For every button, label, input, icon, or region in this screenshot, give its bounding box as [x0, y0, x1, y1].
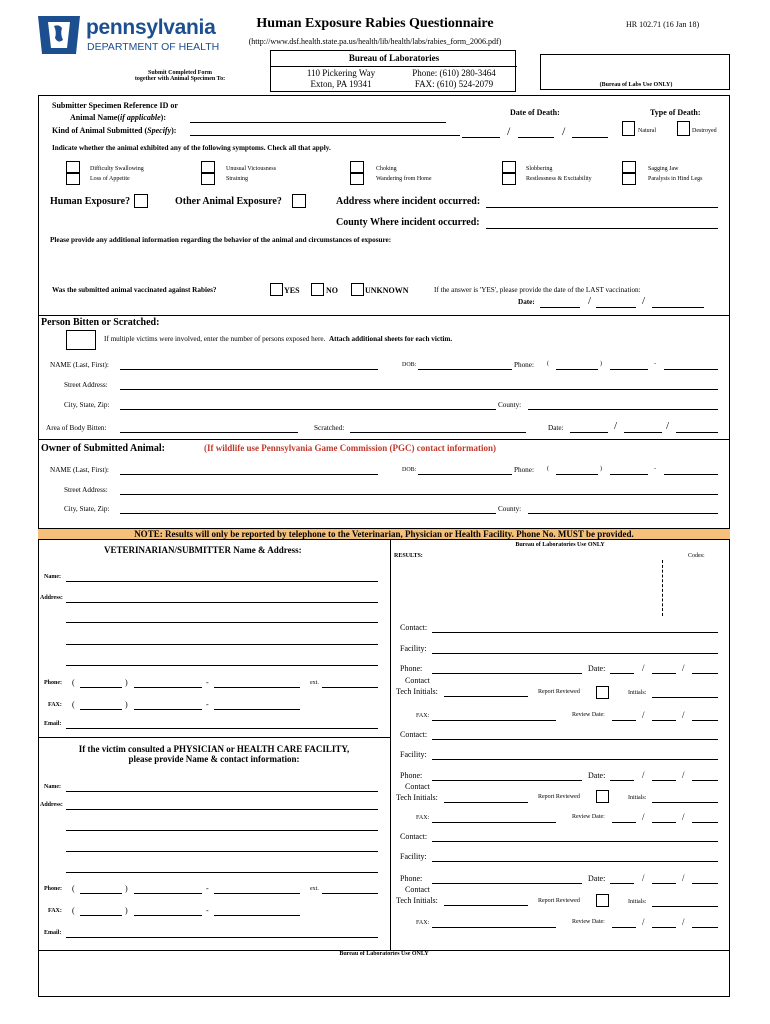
- animal-name-label: [70, 113, 166, 122]
- date-of-death-label: Date of Death:: [510, 108, 560, 117]
- physician-email-input[interactable]: [66, 937, 378, 938]
- vet-phone-area[interactable]: [80, 687, 122, 688]
- lab-review-y-2[interactable]: [692, 822, 718, 823]
- lab-tech-label-3: Tech Initials:: [396, 896, 438, 905]
- lab-tech-label-2: Tech Initials:: [396, 793, 438, 802]
- physician-phone-paren-2: ): [125, 884, 128, 893]
- owner-phone-label: Phone:: [514, 466, 534, 474]
- death-slash-2: /: [562, 124, 566, 138]
- lab-phone-label-2: Phone:: [400, 771, 423, 780]
- vet-address-label: Address:: [40, 595, 63, 601]
- destroyed-checkbox[interactable]: [677, 121, 690, 136]
- vet-name-input[interactable]: [66, 581, 378, 582]
- vet-email-input[interactable]: [66, 728, 378, 729]
- symptom-label-5a: Sagging Jaw: [648, 166, 679, 172]
- symptom-checkbox-3b[interactable]: [350, 173, 364, 185]
- lab-date-d-2[interactable]: [652, 780, 676, 781]
- kind-label: [52, 126, 176, 135]
- lab-contact-label-3: Contact:: [400, 832, 428, 841]
- lab-facility-input-1[interactable]: [432, 653, 718, 654]
- physician-phone-prefix[interactable]: [134, 893, 202, 894]
- physician-phone-dash: -: [206, 884, 209, 893]
- symptom-label-5b: Paralysis in Hind Legs: [648, 176, 703, 182]
- lab-facility-input-2[interactable]: [432, 759, 718, 760]
- physician-address-input-2[interactable]: [66, 830, 378, 831]
- owner-phone-paren-1: (: [547, 466, 549, 472]
- physician-address-label: Address:: [40, 802, 63, 808]
- lab-report-reviewed-2: Report Reviewed: [538, 794, 580, 800]
- lab-date-slash-2b: /: [682, 770, 685, 780]
- physician-fax-paren-2: ): [125, 906, 128, 915]
- bitten-name-input[interactable]: [120, 369, 378, 370]
- multiple-victims-b: Attach additional sheets for each victim.: [328, 335, 453, 343]
- lab-date-y-1[interactable]: [692, 673, 718, 674]
- lab-phone-label-3: Phone:: [400, 874, 423, 883]
- bitten-date-label: Date:: [548, 424, 564, 432]
- physician-name-input[interactable]: [66, 791, 378, 792]
- bitten-area-input[interactable]: [120, 432, 298, 433]
- symptom-checkbox-5a[interactable]: [622, 161, 636, 173]
- bitten-county-label: County:: [498, 401, 522, 409]
- labs-use-box: [540, 54, 730, 90]
- symptom-checkbox-1b[interactable]: [66, 173, 80, 185]
- kind-label-c: ):: [171, 126, 177, 135]
- animal-name-label-c: ):: [160, 113, 166, 122]
- submit-label: [100, 70, 260, 82]
- lab-report-checkbox-3[interactable]: [596, 894, 609, 907]
- owner-phone-area[interactable]: [556, 474, 598, 475]
- physician-fax-prefix[interactable]: [134, 915, 202, 916]
- vaccinated-unknown-label: UNKNOWN: [365, 286, 409, 295]
- owner-dob-input[interactable]: [418, 474, 512, 475]
- animal-name-input[interactable]: [190, 122, 446, 123]
- lab-report-checkbox-1[interactable]: [596, 686, 609, 699]
- lab-contact-label-2: Contact:: [400, 730, 428, 739]
- lab-date-m-3[interactable]: [610, 883, 634, 884]
- additional-info-label: Please provide any additional information regarding the behavior of the animal and circumstances of exposure:: [50, 236, 392, 244]
- physician-phone-area[interactable]: [80, 893, 122, 894]
- bitten-date-year[interactable]: [676, 432, 718, 433]
- vet-ext-label: ext.: [310, 680, 319, 686]
- physician-fax-dash: -: [206, 906, 209, 915]
- lab-date-slash-3a: /: [642, 873, 645, 883]
- lab-date-slash-1b: /: [682, 663, 685, 673]
- vaccination-slash-2: /: [642, 295, 646, 307]
- lab-contact-label-1: Contact:: [400, 623, 428, 632]
- vaccinated-yes-checkbox[interactable]: [270, 283, 283, 296]
- lab-initials-input-1[interactable]: [652, 697, 718, 698]
- incident-address-input[interactable]: [486, 207, 718, 208]
- vet-fax-paren-2: ): [125, 700, 128, 709]
- multiple-victims-text: [104, 335, 452, 343]
- lab-date-m-2[interactable]: [610, 780, 634, 781]
- vet-address-input-3[interactable]: [66, 644, 378, 645]
- lab-phone-input-2[interactable]: [432, 780, 582, 781]
- owner-county-input[interactable]: [528, 513, 718, 514]
- animal-name-label-a: Animal Name(: [70, 113, 120, 122]
- bitten-phone-dash: -: [654, 361, 656, 367]
- symptom-checkbox-2a[interactable]: [201, 161, 215, 173]
- codes-label: Codes:: [688, 553, 705, 559]
- lab-phone-input-1[interactable]: [432, 673, 582, 674]
- owner-phone-line[interactable]: [664, 474, 718, 475]
- vet-phone-paren-1: (: [72, 678, 75, 687]
- bitten-scratched-input[interactable]: [350, 432, 526, 433]
- lab-fax-label-2: FAX:: [416, 815, 430, 821]
- lab-review-date-label-3: Review Date:: [572, 919, 605, 925]
- death-year-input[interactable]: [572, 137, 608, 138]
- submit-label-line2: together with Animal Specimen To:: [134, 76, 226, 82]
- death-month-input[interactable]: [462, 137, 500, 138]
- lab-review-slash-1b: /: [682, 710, 685, 720]
- keystone-logo-icon: [36, 14, 82, 56]
- note-text: NOTE: Results will only be reported by telephone to the Veterinarian, Physician or Health Facility. Phone No. MUST be provided.: [134, 529, 634, 539]
- lab-footer: Bureau of Laboratories Use ONLY: [339, 951, 429, 957]
- bitten-date-day[interactable]: [624, 432, 662, 433]
- lab-contact-tech-3: Contact: [405, 885, 430, 894]
- physician-email-label: Email:: [44, 930, 62, 936]
- other-exposure-checkbox[interactable]: [292, 194, 306, 208]
- physician-phone-label: Phone:: [44, 886, 62, 892]
- lab-review-d-2[interactable]: [652, 822, 676, 823]
- physician-name-label: Name:: [44, 784, 61, 790]
- lab-tech-input-1[interactable]: [444, 696, 528, 697]
- lab-review-slash-1a: /: [642, 710, 645, 720]
- lab-review-m-2[interactable]: [612, 822, 636, 823]
- physician-ext-input[interactable]: [322, 893, 378, 894]
- incident-county-label: County Where incident occurred:: [336, 217, 480, 228]
- page-title: Human Exposure Rabies Questionnaire: [256, 16, 494, 31]
- lab-initials-label-3: Initials:: [628, 899, 647, 905]
- vet-fax-area[interactable]: [80, 709, 122, 710]
- vet-address-input-2[interactable]: [66, 622, 378, 623]
- owner-city-input[interactable]: [120, 513, 496, 514]
- bureau-address-1: 110 Pickering Way: [306, 68, 376, 78]
- vet-address-input-4[interactable]: [66, 665, 378, 666]
- bitten-scratched-label: Scratched:: [314, 424, 345, 432]
- human-exposure-label: Human Exposure?: [50, 196, 131, 207]
- specimen-ref-label: Submitter Specimen Reference ID or: [52, 101, 178, 110]
- lab-date-label-1: Date:: [588, 664, 606, 673]
- natural-label: Natural: [638, 128, 656, 134]
- bureau-title: Bureau of Laboratories: [348, 53, 440, 63]
- death-day-input[interactable]: [518, 137, 554, 138]
- lab-review-m-3[interactable]: [612, 927, 636, 928]
- bitten-county-input[interactable]: [528, 409, 718, 410]
- lab-tech-input-2[interactable]: [444, 802, 528, 803]
- bitten-dob-input[interactable]: [418, 369, 512, 370]
- lab-date-y-3[interactable]: [692, 883, 718, 884]
- symptom-checkbox-2b[interactable]: [201, 173, 215, 185]
- physician-ext-label: ext.: [310, 886, 319, 892]
- lab-review-date-label-1: Review Date:: [572, 712, 605, 718]
- symptom-checkbox-5b[interactable]: [622, 173, 636, 185]
- vaccination-year-input[interactable]: [652, 307, 704, 308]
- owner-phone-dash: -: [654, 466, 656, 472]
- vet-phone-prefix[interactable]: [134, 687, 202, 688]
- lab-review-slash-3b: /: [682, 917, 685, 927]
- lab-date-label-2: Date:: [588, 771, 606, 780]
- symptom-label-2a: Unusual Viciousness: [226, 166, 277, 172]
- results-divider: [662, 560, 663, 616]
- symptoms-instruction: Indicate whether the animal exhibited any of the following symptoms. Check all that apply.: [52, 144, 331, 152]
- lab-date-slash-2a: /: [642, 770, 645, 780]
- vaccination-month-input[interactable]: [540, 307, 580, 308]
- bitten-phone-area[interactable]: [556, 369, 598, 370]
- symptom-label-1a: Difficulty Swallowing: [90, 166, 144, 172]
- physician-address-input-1[interactable]: [66, 809, 378, 810]
- lab-use-header: Bureau of Laboratories Use ONLY: [515, 542, 605, 548]
- physician-address-input-4[interactable]: [66, 872, 378, 873]
- vaccinated-yes-label: YES: [284, 286, 300, 295]
- lab-review-slash-2a: /: [642, 812, 645, 822]
- physician-fax-paren-1: (: [72, 906, 75, 915]
- lab-fax-label-1: FAX:: [416, 713, 430, 719]
- lab-review-d-1[interactable]: [652, 720, 676, 721]
- kind-input[interactable]: [190, 135, 460, 136]
- lab-review-y-3[interactable]: [692, 927, 718, 928]
- symptom-label-4a: Slobbering: [526, 166, 553, 172]
- human-exposure-checkbox[interactable]: [134, 194, 148, 208]
- destroyed-label: Destroyed: [692, 128, 717, 134]
- vet-fax-label: FAX:: [48, 702, 62, 708]
- bitten-date-month[interactable]: [570, 432, 608, 433]
- lab-fax-input-1[interactable]: [432, 720, 556, 721]
- lab-facility-input-3[interactable]: [432, 861, 718, 862]
- labs-use-label: (Bureau of Labs Use ONLY): [599, 82, 673, 88]
- lab-date-d-1[interactable]: [652, 673, 676, 674]
- vaccinated-unknown-checkbox[interactable]: [351, 283, 364, 296]
- lab-date-slash-3b: /: [682, 873, 685, 883]
- owner-phone-prefix[interactable]: [610, 474, 648, 475]
- kind-label-a: Kind of Animal Submitted (: [52, 126, 148, 135]
- submit-label-line1: Submit Completed Form: [148, 70, 212, 76]
- lab-review-slash-2b: /: [682, 812, 685, 822]
- physician-address-input-3[interactable]: [66, 851, 378, 852]
- lab-contact-tech-1: Contact: [405, 676, 430, 685]
- owner-city-label: City, State, Zip:: [64, 505, 110, 513]
- lab-date-label-3: Date:: [588, 874, 606, 883]
- physician-title-2: please provide Name & contact information:: [128, 754, 300, 764]
- lab-date-m-1[interactable]: [610, 673, 634, 674]
- bitten-area-label: Area of Body Bitten:: [46, 424, 107, 432]
- incident-address-label: Address where incident occurred:: [336, 196, 481, 207]
- bureau-box: [270, 50, 516, 92]
- lab-initials-label-2: Initials:: [628, 795, 647, 801]
- lab-fax-label-3: FAX:: [416, 920, 430, 926]
- bureau-address-2: Exton, PA 19341: [310, 79, 372, 89]
- bitten-date-slash-2: /: [666, 420, 670, 432]
- lab-report-reviewed-1: Report Reviewed: [538, 689, 580, 695]
- owner-street-label: Street Address:: [64, 486, 108, 494]
- bureau-fax: FAX: (610) 524-2079: [414, 79, 494, 89]
- bitten-date-slash-1: /: [614, 420, 618, 432]
- bitten-phone-label: Phone:: [514, 361, 534, 369]
- natural-checkbox[interactable]: [622, 121, 635, 136]
- lab-review-d-3[interactable]: [652, 927, 676, 928]
- vaccinated-label: Was the submitted animal vaccinated against Rabies?: [52, 286, 217, 294]
- vet-fax-prefix[interactable]: [134, 709, 202, 710]
- owner-name-label: NAME (Last, First):: [50, 466, 109, 474]
- wildlife-note: (If wildlife use Pennsylvania Game Commission (PGC) contact information): [204, 443, 496, 453]
- form-id: HR 102.71 (16 Jan 18): [626, 20, 700, 29]
- bitten-street-label: Street Address:: [64, 381, 108, 389]
- physician-title-1: If the victim consulted a PHYSICIAN or HEALTH CARE FACILITY,: [78, 744, 350, 754]
- symptom-label-1b: Loss of Appetite: [90, 176, 130, 182]
- bitten-phone-paren-1: (: [547, 361, 549, 367]
- lab-fax-input-2[interactable]: [432, 822, 556, 823]
- symptom-checkbox-4b[interactable]: [502, 173, 516, 185]
- symptom-label-3a: Choking: [376, 166, 397, 172]
- bitten-phone-prefix[interactable]: [610, 369, 648, 370]
- bitten-phone-paren-2: ): [600, 361, 602, 367]
- vet-title: VETERINARIAN/SUBMITTER Name & Address:: [104, 545, 302, 555]
- lab-fax-input-3[interactable]: [432, 927, 556, 928]
- vet-phone-paren-2: ): [125, 678, 128, 687]
- vaccinated-no-checkbox[interactable]: [311, 283, 324, 296]
- bitten-dob-label: DOB:: [402, 362, 417, 368]
- vet-ext-input[interactable]: [322, 687, 378, 688]
- lab-review-date-label-2: Review Date:: [572, 814, 605, 820]
- owner-street-input[interactable]: [120, 494, 718, 495]
- if-yes-label: If the answer is 'YES', please provide the date of the LAST vaccination:: [434, 286, 641, 294]
- lab-facility-label-1: Facility:: [400, 644, 427, 653]
- physician-fax-area[interactable]: [80, 915, 122, 916]
- death-slash-1: /: [507, 124, 511, 138]
- form-url[interactable]: (http://www.dsf.health.state.pa.us/health/lib/health/labs/rabies_form_2006.pdf): [248, 37, 502, 46]
- lab-review-slash-3a: /: [642, 917, 645, 927]
- lab-facility-label-3: Facility:: [400, 852, 427, 861]
- lab-review-y-1[interactable]: [692, 720, 718, 721]
- logo-subtext: DEPARTMENT OF HEALTH: [87, 41, 220, 53]
- lab-tech-input-3[interactable]: [444, 905, 528, 906]
- lab-phone-label-1: Phone:: [400, 664, 423, 673]
- lab-contact-input-1[interactable]: [432, 632, 718, 633]
- lab-report-reviewed-3: Report Reviewed: [538, 898, 580, 904]
- bitten-city-label: City, State, Zip:: [64, 401, 110, 409]
- incident-county-input[interactable]: [486, 228, 718, 229]
- lab-phone-input-3[interactable]: [432, 883, 582, 884]
- physician-title: [40, 744, 388, 764]
- bitten-street-input[interactable]: [120, 389, 718, 390]
- results-label: RESULTS:: [394, 553, 423, 559]
- vet-fax-paren-1: (: [72, 700, 75, 709]
- vet-phone-label: Phone:: [44, 680, 62, 686]
- vet-phone-dash: -: [206, 678, 209, 687]
- vet-name-label: Name:: [44, 574, 61, 580]
- victim-count-box[interactable]: [66, 330, 96, 350]
- person-bitten-title: Person Bitten or Scratched:: [41, 317, 160, 328]
- type-of-death-label: Type of Death:: [650, 108, 701, 117]
- vet-phone-line[interactable]: [214, 687, 300, 688]
- bureau-phone: Phone: (610) 280-3464: [412, 68, 496, 78]
- vaccination-slash-1: /: [588, 295, 592, 307]
- physician-fax-line[interactable]: [214, 915, 300, 916]
- physician-phone-line[interactable]: [214, 893, 300, 894]
- vet-fax-line[interactable]: [214, 709, 300, 710]
- lab-contact-input-3[interactable]: [432, 841, 718, 842]
- vaccinated-no-label: NO: [326, 286, 338, 295]
- owner-title: Owner of Submitted Animal:: [41, 443, 165, 454]
- lab-initials-input-3[interactable]: [652, 906, 718, 907]
- lab-initials-label-1: Initials:: [628, 690, 647, 696]
- lab-review-m-1[interactable]: [612, 720, 636, 721]
- lab-initials-input-2[interactable]: [652, 802, 718, 803]
- lab-contact-tech-2: Contact: [405, 782, 430, 791]
- lab-tech-label-1: Tech Initials:: [396, 687, 438, 696]
- bitten-city-input[interactable]: [120, 409, 496, 410]
- physician-fax-label: FAX:: [48, 908, 62, 914]
- symptom-checkbox-4a[interactable]: [502, 161, 516, 173]
- symptom-label-2b: Straining: [226, 176, 248, 182]
- symptom-checkbox-1a[interactable]: [66, 161, 80, 173]
- symptom-label-4b: Restlessness & Excitability: [526, 176, 592, 182]
- logo-text: pennsylvania: [86, 16, 216, 39]
- owner-name-input[interactable]: [120, 474, 378, 475]
- vet-address-input-1[interactable]: [66, 602, 378, 603]
- lab-date-slash-1a: /: [642, 663, 645, 673]
- vet-fax-dash: -: [206, 700, 209, 709]
- pa-logo: [36, 14, 226, 56]
- lab-date-y-2[interactable]: [692, 780, 718, 781]
- kind-label-b: Specify: [147, 126, 172, 135]
- other-exposure-label: Other Animal Exposure?: [175, 196, 282, 207]
- owner-dob-label: DOB:: [402, 467, 417, 473]
- physician-phone-paren-1: (: [72, 884, 75, 893]
- lab-date-d-3[interactable]: [652, 883, 676, 884]
- lab-facility-label-2: Facility:: [400, 750, 427, 759]
- symptom-checkbox-3a[interactable]: [350, 161, 364, 173]
- bitten-name-label: NAME (Last, First):: [50, 361, 109, 369]
- vaccination-date-label: Date:: [518, 298, 535, 306]
- animal-name-label-b: if applicable: [120, 113, 161, 122]
- owner-county-label: County:: [498, 505, 522, 513]
- lab-report-checkbox-2[interactable]: [596, 790, 609, 803]
- vet-email-label: Email:: [44, 721, 62, 727]
- owner-phone-paren-2: ): [600, 466, 602, 472]
- multiple-victims-a: If multiple victims were involved, enter the number of persons exposed here.: [104, 335, 326, 343]
- lab-contact-input-2[interactable]: [432, 739, 718, 740]
- symptom-label-3b: Wandering from Home: [376, 176, 432, 182]
- bitten-phone-line[interactable]: [664, 369, 718, 370]
- vaccination-day-input[interactable]: [596, 307, 636, 308]
